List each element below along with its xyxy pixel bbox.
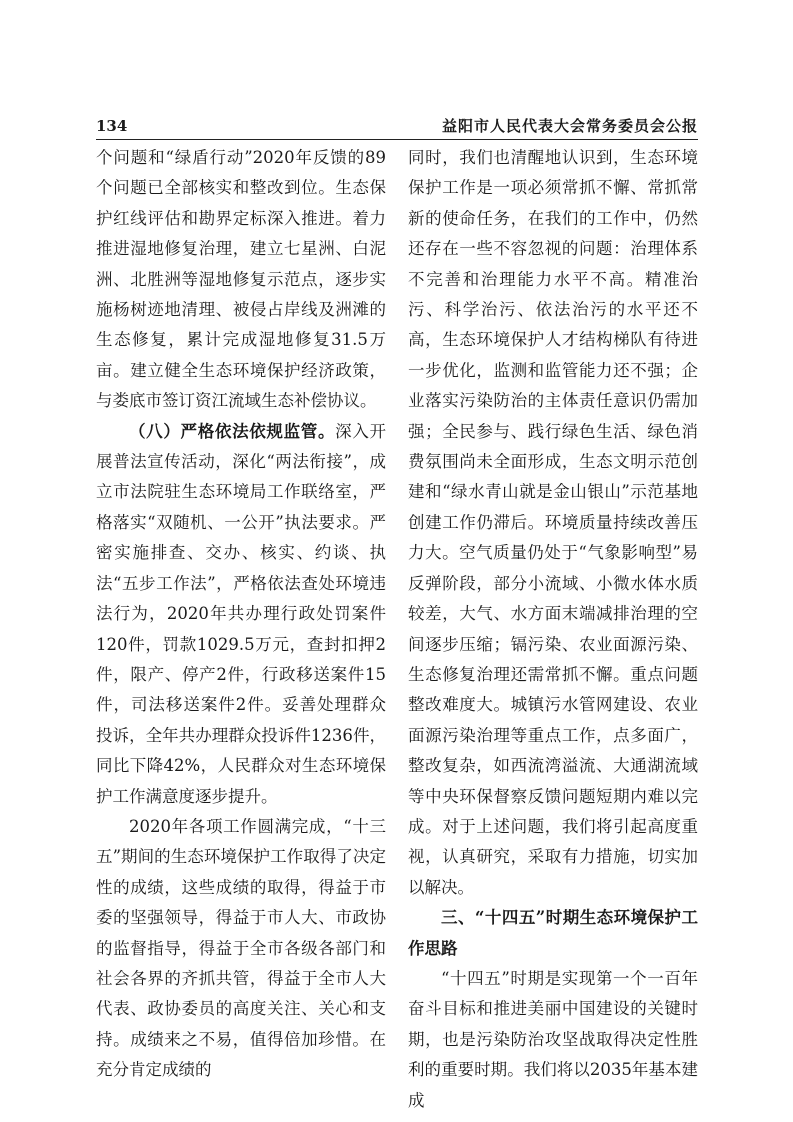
paragraph-body: 深入开展普法宣传活动，深化“两法衔接”，成立市法院驻生态环境局工作联络室，严格落实“双随机、一公开”执法要求。严密实施排查、交办、核实、约谈、执法“五步工作法”，严格依法查处环境违法行为，2020年共办理行政处罚案件120件，罚款1029.5万元，查封扣押2件，限产、停产2件，行政移送案件15件，司法移送案件2件。妥善处理群众投诉，全年共办理群众投诉件1236件，同比下降42%，人民群众对生态环境保护工作满意度逐步提升。	[96, 421, 387, 806]
page-header	[96, 117, 698, 139]
section-heading: 三、“十四五”时期生态环境保护工作思路	[408, 908, 698, 958]
paragraph-problems: 同时，我们也清醒地认识到，生态环境保护工作是一项必须常抓不懈、常抓常新的使命任务，在我们的工作中，仍然还存在一些不容忽视的问题：治理体系不完善和治理能力水平不高。精准治污、科学治污、依法治污的水平还不高，生态环境保护人才结构梯队有待进一步优化，监测和监管能力还不强；企业落实污染防治的主体责任意识仍需加强；全民参与、践行绿色生活、绿色消费氛围尚未全面形成，生态文明示范创建和“绿水青山就是金山银山”示范基地创建工作仍滞后。环境质量持续改善压力大。空气质量仍处于“气象影响型”易反弹阶段，部分小流域、小微水体水质较差，大气、水方面末端减排治理的空间逐步压缩；镉污染、农业面源污染、生态修复治理还需常抓不懈。重点问题整改难度大。城镇污水管网建设、农业面源污染治理等重点工作，点多面广，整改复杂，如西流湾溢流、大通湖流域等中央环保督察反馈问题短期内难以完成。对于上述问题，我们将引起高度重视，认真研究，采取有力措施，切实加以解决。	[408, 148, 698, 897]
paragraph-outlook: “十四五”时期是实现第一个一百年奋斗目标和推进美丽中国建设的关键时期，也是污染防治攻坚战取得决定性胜利的重要时期。我们将以2035年基本建成	[408, 968, 698, 1110]
journal-title: 益阳市人民代表大会常务委员会公报	[441, 117, 698, 135]
header-rule	[96, 139, 698, 140]
subsection-heading: （八）严格依法依规监管。	[129, 421, 336, 441]
right-column	[408, 143, 698, 1116]
paragraph-continued: 个问题和“绿盾行动”2020年反馈的89个问题已全部核实和整改到位。生态保护红线评估和勘界定标深入推进。着力推进湿地修复治理，建立七星洲、白泥洲、北胜洲等湿地修复示范点，逐步实施杨树迹地清理、被侵占岸线及洲滩的生态修复，累计完成湿地修复31.5万亩。建立健全生态环境保护经济政策，与娄底市签订资江流域生态补偿协议。	[96, 148, 386, 411]
paragraph-summary: 2020年各项工作圆满完成，“十三五”期间的生态环境保护工作取得了决定性的成绩，这些成绩的取得，得益于市委的坚强领导，得益于市人大、市政协的监督指导，得益于全市各级各部门和社会各界的齐抓共管，得益于全市人大代表、政协委员的高度关注、关心和支持。成绩来之不易，值得倍加珍惜。在充分肯定成绩的	[96, 816, 386, 1080]
left-column	[96, 143, 386, 1086]
paragraph-supervision	[96, 417, 386, 812]
page-number: 134	[96, 117, 128, 135]
